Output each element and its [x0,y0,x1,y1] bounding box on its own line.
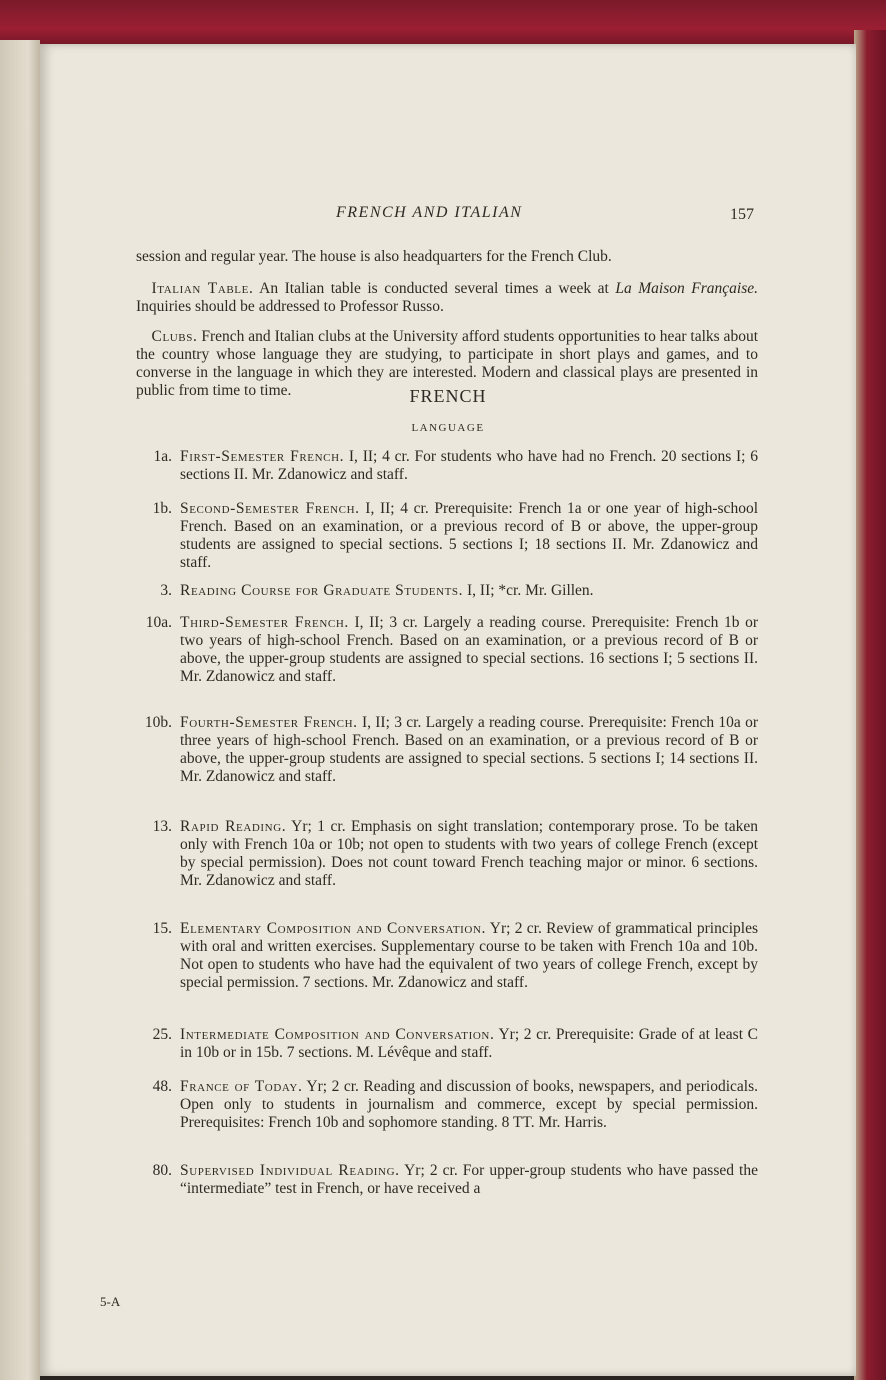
running-header [40,204,856,228]
course-number: 1a. [153,448,172,465]
previous-page-edge [0,40,40,1380]
course-title: Second-Semester French. [180,500,360,517]
page-number: 157 [730,206,754,223]
course-number: 10a. [145,614,172,631]
course-text: I, II; 4 cr. Prerequisite: French 1a or one year of high-school French. Based on an examination, or a previous record of B or above, the upper-group students are assigned to special sections. 5 sections I; 18 sections II. Mr. Zdanowicz and staff. [180,500,758,571]
course-title: France of Today. [180,1078,303,1095]
course-title: Intermediate Composition and Conversation. [180,1026,495,1043]
course-number: 15. [152,920,172,937]
course-number: 1b. [152,500,172,517]
course-description [180,582,758,600]
course-description [180,614,758,686]
course-text: Yr; 2 cr. Reading and discussion of books, newspapers, and periodicals. Open only to students in journalism and commerce, except by special permission. Prerequisites: French 10b and sophomore standing. 8 TT. Mr. Harris. [180,1078,758,1131]
clubs-text: French and Italian clubs at the University afford students opportunities to hear talks about the country whose language they are studying, to participate in short plays and games, and to converse in the language in which they are interested. Modern and classical plays are presented in public from time to time. [136,328,758,399]
signature-mark: 5-A [100,1294,121,1309]
course-title: Reading Course for Graduate Students. [180,582,464,599]
course-text: Yr; 2 cr. Review of grammatical principles with oral and written exercises. Supplementary course to be taken with French 10a and 10b. Not open to students who have had the equivalent of two years of college French, except by special permission. 7 sections. Mr. Zdanowicz and staff. [180,920,758,991]
italian-table-label: Italian Table. [151,280,254,297]
course-description [180,448,758,484]
course-title: Third-Semester French. [180,614,349,631]
section-title: FRENCH [409,386,487,406]
course-title: Fourth-Semester French. [180,714,358,731]
course-title: Rapid Reading. [180,818,287,835]
header-title: FRENCH AND ITALIAN [336,204,523,221]
course-title: First-Semester French. [180,448,345,465]
course-description [180,920,758,992]
course-description [180,1162,758,1198]
clubs-label: Clubs. [151,328,198,345]
course-description [180,1026,758,1062]
italian-table-text-2: Inquiries should be addressed to Professor Russo. [136,298,444,315]
italian-table-place: La Maison Française. [615,280,759,297]
book-binding-edge [854,30,886,1380]
course-text: I, II; 4 cr. For students who have had no French. 20 sections I; 6 sections II. Mr. Zdanowicz and staff. [180,448,759,483]
book-page [40,44,856,1376]
course-text: Yr; 2 cr. Prerequisite: Grade of at least C in 10b or in 15b. 7 sections. M. Lévêque and staff. [180,1026,758,1061]
course-description [180,1078,758,1132]
course-description [180,500,758,572]
course-number: 10b. [144,714,172,731]
course-number: 13. [152,818,172,835]
course-text: Yr; 2 cr. For upper-group students who have passed the “intermediate” test in French, or have received a [180,1162,758,1197]
course-title: Supervised Individual Reading. [180,1162,400,1179]
course-text: I, II; 3 cr. Largely a reading course. Prerequisite: French 1b or two years of high-school French. Based on an examination, or a previous record of B or above, the upper-group students are assigned to special sections. 16 sections I; 5 sections II. Mr. Zdanowicz and staff. [180,614,759,685]
italian-table-paragraph [136,280,758,316]
course-number: 48. [152,1078,172,1095]
italian-table-text: An Italian table is conducted several times a week at [259,280,609,297]
course-number: 25. [152,1026,172,1043]
course-text: Yr; 1 cr. Emphasis on sight translation; contemporary prose. To be taken only with French 10a or 10b; not open to students with two years of college French (except by special permission). Does not count toward French teaching major or minor. 6 sections. Mr. Zdanowicz and staff. [180,818,759,889]
book-binding-top [0,0,886,48]
course-text: I, II; *cr. Mr. Gillen. [467,582,594,599]
course-number: 80. [152,1162,172,1179]
course-title: Elementary Composition and Conversation. [180,920,486,937]
intro-paragraph [136,248,758,266]
intro-text: session and regular year. The house is also headquarters for the French Club. [136,248,612,265]
course-description [180,714,758,786]
course-number: 3. [160,582,172,599]
course-text: I, II; 3 cr. Largely a reading course. Prerequisite: French 10a or three years of high-school French. Based on an examination, or a previous record of B or above, the upper-group students are assigned to special sections. 5 sections I; 14 sections II. Mr. Zdanowicz and staff. [180,714,759,785]
section-subtitle: LANGUAGE [411,422,485,434]
course-description [180,818,758,890]
